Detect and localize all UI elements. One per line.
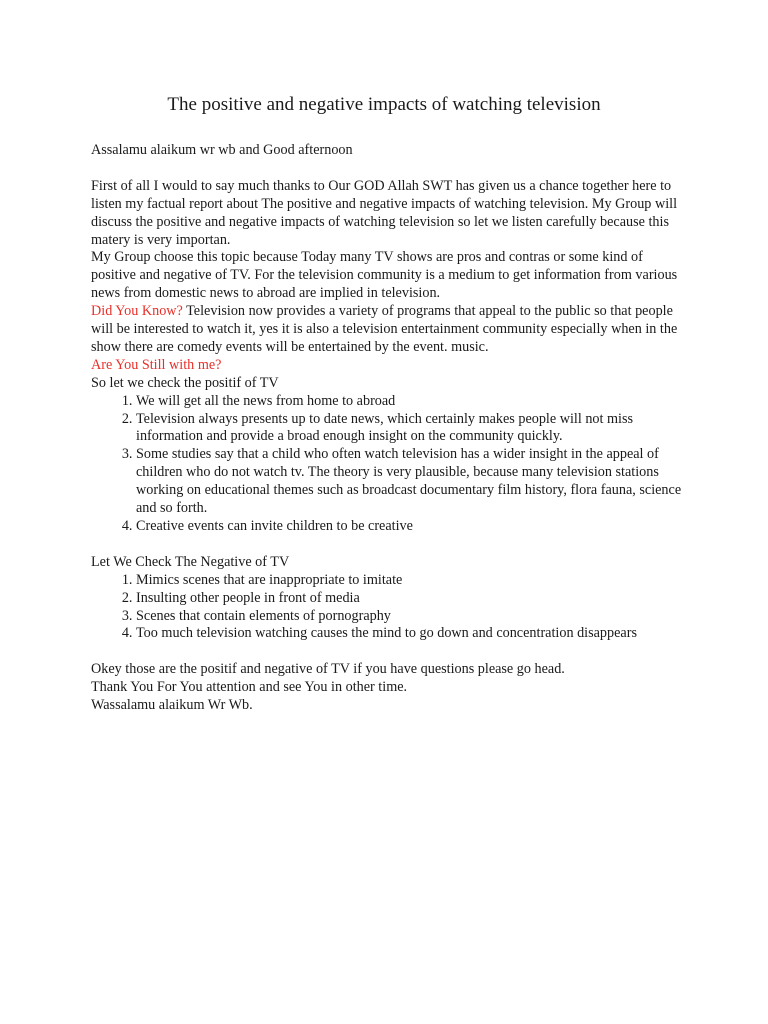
spacer [91,536,691,554]
did-you-know-label: Did You Know? [91,303,183,320]
positive-item: 3. Some studies say that a child who often watch television has a wider insight in the appeal of children who do not watch tv. The theory is very plausible, because many television stations working on educational themes such as broadcast documentary film history, flora fauna, science and so forth. [136,446,691,518]
negative-item: 1. Mimics scenes that are inappropriate to imitate [136,572,691,590]
topic-paragraph: My Group choose this topic because Today many TV shows are pros and contras or some kind of positive and negative of TV. For the television community is a medium to get information from various news from domestic news to abroad are implied in television. [91,249,678,302]
positive-item: 2. Television always presents up to date news, which certainly makes people will not miss information and provide a broad enough insight on the community quickly. [136,411,691,447]
still-with-me-line: Are You Still with me? [91,356,222,373]
closing-line: Wassalamu alaikum Wr Wb. [91,697,253,714]
positive-list [91,393,691,536]
document-body [91,142,691,715]
positive-item: 4. Creative events can invite children to be creative [136,518,691,536]
intro-paragraph: First of all I would to say much thanks to Our GOD Allah SWT has given us a chance together here to listen my factual report about The positive and negative impacts of watching television. My Group will discuss the positive and negative impacts of watching television so let we listen carefully because this matery is very importan. [91,177,678,248]
positive-heading: So let we check the positif of TV [91,374,279,391]
did-you-know-paragraph [91,303,691,357]
negative-item: 4. Too much television watching causes the mind to go down and concentration disappears [136,625,691,643]
negative-list [91,572,691,644]
negative-item: 2. Insulting other people in front of media [136,590,691,608]
greeting: Assalamu alaikum wr wb and Good afternoon [91,142,353,158]
closing-line: Thank You For You attention and see You in other time. [91,679,408,696]
closing-line: Okey those are the positif and negative of TV if you have questions please go head. [91,661,565,678]
document-title: The positive and negative impacts of watching television [167,94,601,115]
spacer [91,160,691,178]
did-you-know-text: Television now provides a variety of programs that appeal to the public so that people will be interested to watch it, yes it is also a television entertainment community especially when in the show there are comedy events will be entertained by the event. music. [91,303,678,355]
negative-heading: Let We Check The Negative of TV [91,553,290,570]
negative-item: 3. Scenes that contain elements of pornography [136,608,691,626]
spacer [91,643,691,661]
positive-item: 1. We will get all the news from home to abroad [136,393,691,411]
